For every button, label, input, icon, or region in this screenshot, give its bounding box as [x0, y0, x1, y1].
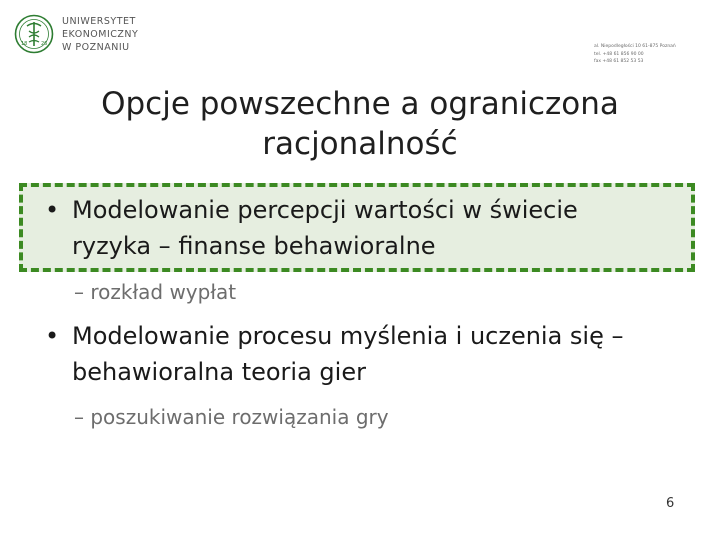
seal-year-right: 26	[41, 41, 48, 47]
bullet-item-line1: Modelowanie procesu myślenia i uczenia się –	[72, 322, 624, 350]
bullet-icon: •	[45, 196, 60, 224]
bullet-item-line2: behawioralna teoria gier	[72, 358, 366, 386]
bullet-item-line1: Modelowanie percepcji wartości w świecie	[72, 196, 578, 224]
bullet-item-text	[72, 192, 578, 264]
sub-bullet-item: – poszukiwanie rozwiązania gry	[74, 405, 389, 429]
university-seal-icon	[14, 14, 54, 54]
address-line1: al. Niepodległości 10 61-875 Poznań	[594, 44, 676, 49]
address-line2: tel. +48 61 856 90 00	[594, 51, 644, 57]
slide-title	[60, 84, 660, 164]
university-logo	[14, 14, 174, 60]
page-number: 6	[666, 496, 675, 511]
bullet-icon: •	[45, 322, 60, 350]
university-name-line2: EKONOMICZNY	[62, 29, 139, 40]
slide-title-line2: racjonalność	[262, 126, 458, 162]
seal-year-left: 18	[21, 41, 28, 47]
university-name	[62, 15, 138, 54]
university-name-line3: W POZNANIU	[62, 42, 130, 53]
bullet-item-line2: ryzyka – finanse behawioralne	[72, 232, 436, 260]
address-line3: fax +48 61 852 53 53	[594, 59, 644, 64]
slide-title-line1: Opcje powszechne a ograniczona	[101, 86, 619, 122]
bullet-item-text	[72, 318, 624, 390]
university-name-line1: UNIWERSYTET	[62, 16, 136, 27]
contact-address	[594, 43, 676, 66]
sub-bullet-item: – rozkład wypłat	[74, 280, 237, 304]
